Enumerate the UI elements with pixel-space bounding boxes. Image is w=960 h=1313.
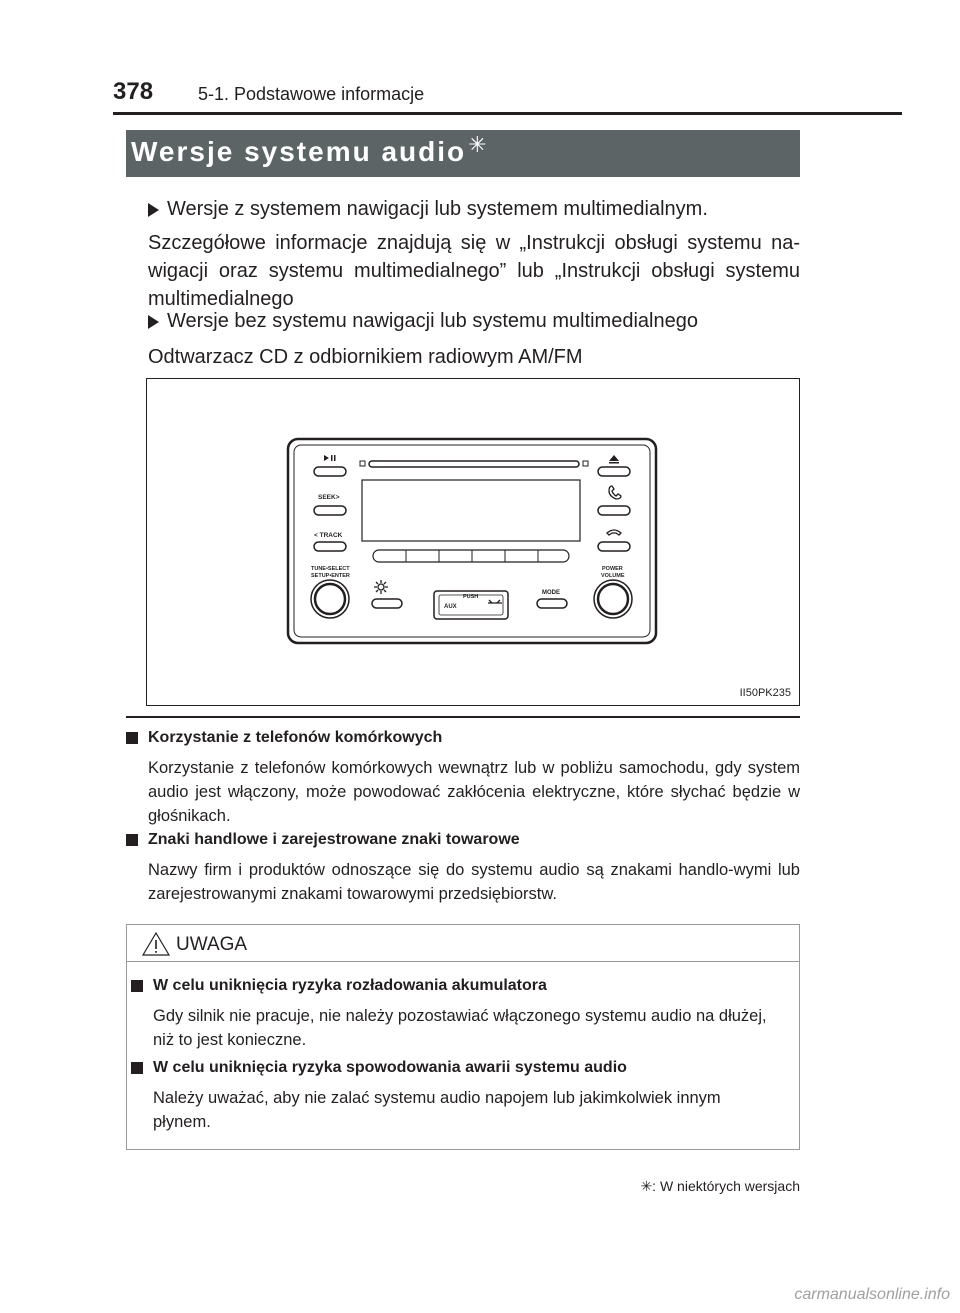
track-label: < TRACK	[314, 532, 343, 539]
warning-heading: W celu uniknięcia ryzyka spowodowania awarii systemu audio	[131, 1059, 627, 1077]
bullet-text: Wersje bez systemu nawigacji lub systemu multimedialnego	[167, 310, 698, 332]
triangle-bullet-icon	[148, 315, 159, 329]
square-bullet-icon	[131, 980, 143, 992]
push-label: PUSH	[463, 594, 479, 600]
triangle-bullet-icon	[148, 203, 159, 217]
bullet-item	[148, 310, 698, 333]
note-heading: Znaki handlowe i zarejestrowane znaki towarowe	[126, 831, 520, 849]
watermark: carmanualsonline.info	[794, 1286, 950, 1303]
tune-select-label: TUNE•SELECT	[311, 566, 350, 572]
seek-label: SEEK>	[318, 494, 340, 501]
setup-enter-label: SETUP•ENTER	[311, 573, 350, 579]
note-heading: Korzystanie z telefonów komórkowych	[126, 729, 442, 747]
chapter-title: 5-1. Podstawowe informacje	[198, 84, 425, 104]
note-body: Nazwy firm i produktów odnoszące się do systemu audio są znakami handlo-wymi lub zarejestrowanymi znakami towarowymi przedsiębiorstw.	[148, 861, 800, 903]
asterisk-icon: ✳	[640, 1178, 653, 1194]
figure-code: II50PK235	[739, 687, 791, 699]
warning-heading: W celu uniknięcia ryzyka rozładowania akumulatora	[131, 977, 547, 995]
bullet-text: Wersje z systemem nawigacji lub systemem multimedialnym.	[167, 198, 708, 220]
warning-box	[126, 924, 800, 1150]
page-number: 378	[113, 78, 154, 105]
square-bullet-icon	[126, 834, 138, 846]
warning-label: UWAGA	[176, 934, 248, 955]
square-bullet-icon	[131, 1062, 143, 1074]
warning-separator	[127, 961, 799, 962]
warning-body: Gdy silnik nie pracuje, nie należy pozostawiać włączonego systemu audio na dłużej, niż to jest konieczne.	[153, 1007, 767, 1049]
footnote: ✳: W niektórych wersjach	[640, 1178, 800, 1194]
aux-label: AUX	[444, 604, 457, 610]
bullet-item	[148, 198, 708, 221]
header-rule	[113, 112, 902, 115]
power-label: POWER	[602, 566, 623, 572]
square-bullet-icon	[126, 732, 138, 744]
warning-body: Należy uważać, aby nie zalać systemu audio napojem lub jakimkolwiek innym płynem.	[153, 1089, 721, 1131]
divider	[126, 716, 800, 718]
item-paragraph: Szczegółowe informacje znajdują się w „Instrukcji obsługi systemu na-wigacji oraz systemu multimedialnego” lub „Instrukcji obsługi systemu multimedialnego	[148, 232, 800, 310]
note-body: Korzystanie z telefonów komórkowych wewnątrz lub w pobliżu samochodu, gdy system audio jest włączony, może powodować zakłócenia elektryczne, które słychać będzie w głośnikach.	[148, 759, 800, 825]
section-title: Wersje systemu audio✳	[131, 132, 489, 167]
volume-label: VOLUME	[601, 573, 625, 579]
audio-unit-figure	[146, 378, 800, 706]
item-paragraph: Odtwarzacz CD z odbiornikiem radiowym AM/FM	[148, 346, 583, 368]
asterisk-icon: ✳	[468, 132, 489, 157]
warning-triangle-icon	[141, 931, 171, 957]
mode-label: MODE	[542, 590, 560, 596]
audio-unit-illustration	[147, 379, 799, 705]
